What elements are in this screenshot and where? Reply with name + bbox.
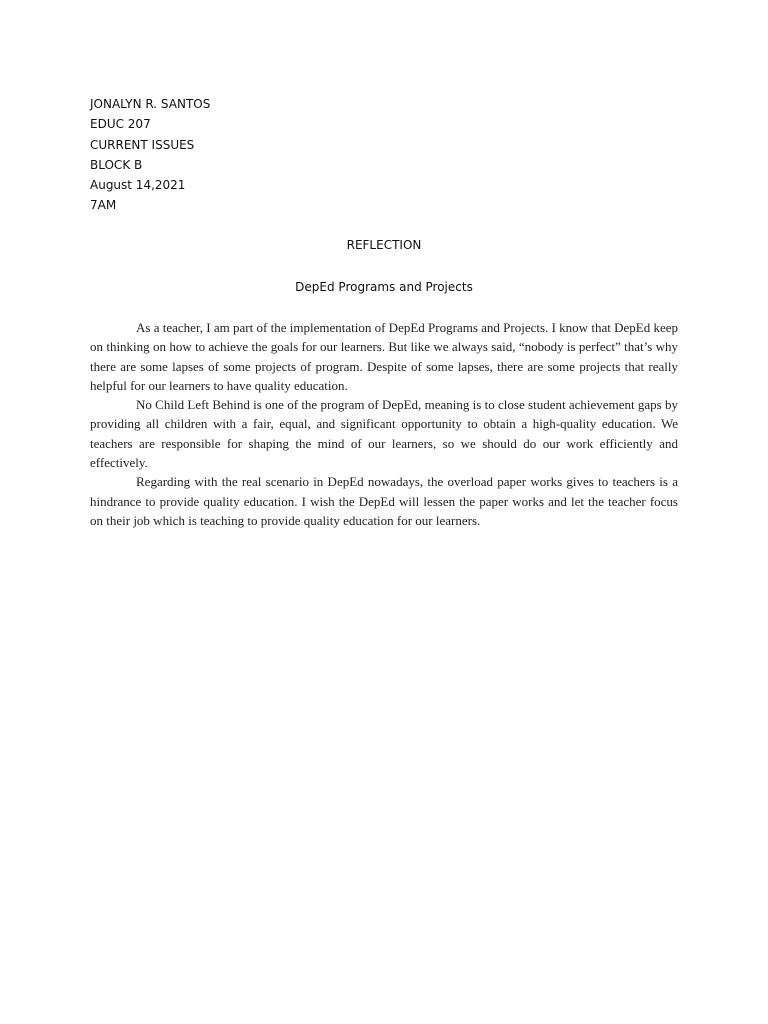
author-name: JONALYN R. SANTOS	[90, 97, 211, 111]
document-title: REFLECTION	[346, 238, 422, 252]
submission-time: 7AM	[90, 198, 117, 213]
reflection-body	[90, 318, 678, 530]
paragraph-1: As a teacher, I am part of the implementation of DepEd Programs and Projects. I know that DepEd keep on thinking on how to achieve the goals for our learners. But like we always said, “nobody is perfect” that’s why there are some lapses of some projects of program. Despite of some lapses, there are some projects that really helpful for our learners to have quality education.	[90, 320, 678, 393]
paragraph-2: No Child Left Behind is one of the program of DepEd, meaning is to close student achievement gaps by providing all children with a fair, equal, and significant opportunity to obtain a high-quality education. We teachers are responsible for shaping the mind of our learners, so we should do our work efficiently and effectively.	[90, 397, 678, 471]
author-header	[90, 94, 210, 216]
subject-name: CURRENT ISSUES	[90, 137, 195, 152]
course-code: EDUC 207	[90, 117, 151, 132]
submission-date: August 14,2021	[90, 178, 186, 193]
block-section: BLOCK B	[90, 157, 143, 172]
document-subtitle: DepEd Programs and Projects	[295, 280, 473, 294]
paragraph-3: Regarding with the real scenario in DepEd nowadays, the overload paper works gives to teachers is a hindrance to provide quality education. I wish the DepEd will lessen the paper works and let the teacher focus on their job which is teaching to provide quality education for our learners.	[90, 474, 678, 528]
